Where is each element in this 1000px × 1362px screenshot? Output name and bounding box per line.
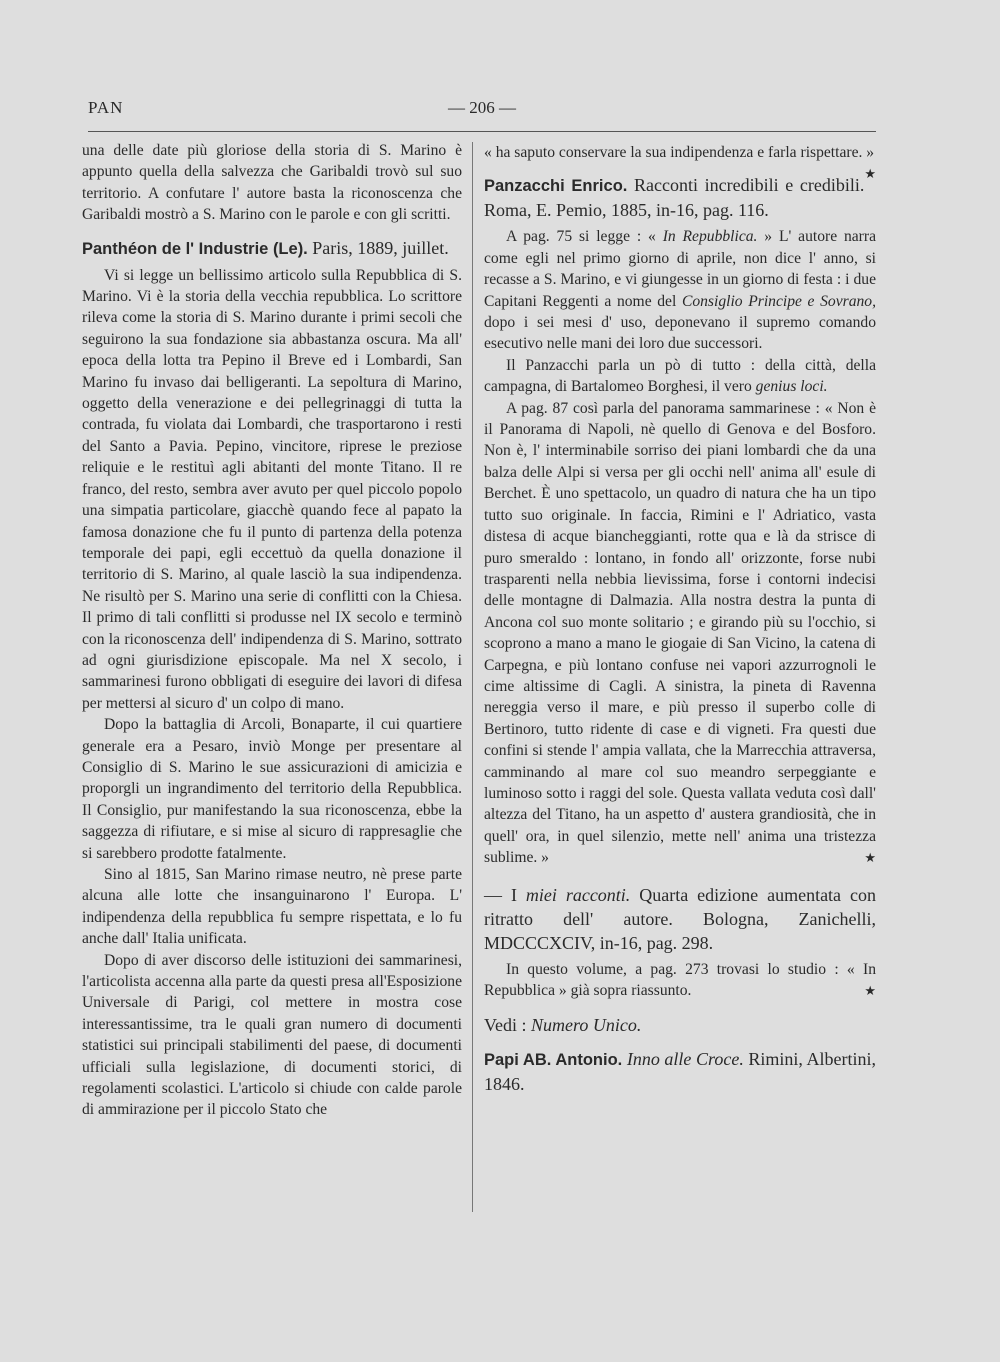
italic-text: miei racconti.	[525, 884, 631, 905]
quote-end: « ha saputo conservare la sua indipendenza e farla rispettare. »	[484, 144, 875, 161]
running-head: PAN	[88, 98, 124, 117]
text: Quarta edizione aumentata con ritratto dell' autore. Bologna, Zanichelli, MDCCCXCIV, in-16, pag. 298.	[484, 884, 876, 953]
text: Vedi :	[484, 1015, 531, 1036]
italic-text: Consiglio Principe e Sovrano,	[681, 292, 876, 310]
entry-title: Papi AB. Antonio.	[484, 1051, 623, 1070]
entry-details: Racconti incredibili e credibili. Roma, E. Pemio, 1885, in-16, pag. 116.	[484, 175, 865, 221]
paragraph: Dopo la battaglia di Arcoli, Bonaparte, il cui quartiere generale era a Pesaro, inviò Monge per presentare al Consiglio di S. Marino le sue assicurazioni di amicizia e proporgli un ingrandimento del territorio della Repubblica. Il Consiglio, pur manifestando la sua riconoscenza, ebbe la saggezza di rifiutare, e si mise al sicuro di rappresaglie che si sarebbero prodotte fatalmente.	[82, 716, 462, 862]
star-mark: ★	[864, 983, 876, 998]
entry-title: Panthéon de l' Industrie (Le).	[82, 239, 308, 258]
entry-details: Paris, 1889, juillet.	[307, 237, 449, 258]
paragraph	[484, 355, 876, 398]
column-divider	[472, 142, 473, 1212]
paragraph	[484, 398, 876, 869]
paragraph: una delle date più gloriose della storia di S. Marino è appunto quella della salvezza che Garibaldi trovò sul suo territorio. A confutare l' autore basta la riconoscenza che Garibaldi mostrò a S. Marino con le parole e con gli scritti.	[82, 142, 462, 224]
right-column	[484, 142, 876, 1100]
paragraph	[484, 226, 876, 354]
paragraph: Vi si legge un bellissimo articolo sulla Repubblica di S. Marino. Vi è la storia della vecchia repubblica. Lo scrittore rileva come la storia di S. Marino durante i primi secoli che seguirono la sua fondazione sia abbastanza oscura. Ma all' epoca della lotta tra Pepino il Breve ed i Lombardi, San Marino fu invaso dai belligeranti. La sepoltura di Marino, oggetto della venerazione e dei pellegrinaggi di tutta la contrada, fu violata dai Lombardi, che trasportarono i resti del Santo a Pavia. Pepino, vincitore, riprese le preziose reliquie e le restituì agli abitanti del monte Titano. Il re franco, del resto, sembra aver avuto per quel piccolo popolo una simpatia particolare, giacchè quando fece al papato la famosa donazione che fu il punto di partenza della potenza temporale dei papi, egli eccettuò da quella donazione il territorio di S. Marino, al quale lasciò la sua indipendenza. Ne risultò per S. Marino una serie di conflitti con la Chiesa. Il primo di tali conflitti si produsse nel IX secolo e terminò con la riconoscenza dell' indipendenza di S. Marino, sottrato ad ogni giurisdizione episcopale. Ma nel X secolo, i sammarinesi furono obbligati di eseguire dei lavori di difesa per mettersi al sicuro d' un colpo di mano.	[82, 266, 462, 712]
italic-text: Numero Unico.	[531, 1015, 642, 1036]
text: » L' autore narra come egli nel primo giorno di aprile, non dice l' anno, si recasse a S. Marino, e vi giungesse in un giorno di festa : i due Capitani Reggenti a nome del	[484, 228, 876, 310]
text: — I	[484, 884, 526, 905]
star-mark: ★	[864, 850, 876, 866]
page-number: — 206 —	[448, 98, 516, 117]
text: A pag. 87 così parla del panorama sammarinese : « Non è il Panorama di Napoli, nè quello di Genova e del Bosforo. Non è, l' interminabile sorriso dei piani lombardi che da una balza delle Alpi si versa per gli occhi nell' anima all' esule di Berchet. È uno spettacolo, un quadro di natura che ha un tipo tutto suo originale. In faccia, Rimini e l' Adriatico, vasta distesa di acque biancheggianti, rotte qua e là da strisce di puro smeraldo : lontano, in fondo all' orizzonte, forse nubi trasparenti nella nebbia lievissima, forse i contorni indecisi delle montagne di Dalmazia. Alla nostra destra la punta di Ancona col suo monte solitario ; e girando più su l'occhio, si scoprono a mano a mano le giogaie di San Vicino, la catena di Carpegna, e più lontano confuse nei vapori azzurrognoli le cime altissime di Cagli. A sinistra, la pineta di Ravenna nereggia verso il mare, e più presso il superbo colle di Bertinoro, tutto ridente di case e di vigneti. Fra questi due confini si stende l' ampia vallata, che la Marrecchia attraversa, camminando al mare col suo meandro serpeggiante e luminoso sotto i raggi del sole. Questa vallata veduta così dall' altezza del Titano, ha un aspetto d' austera grandiosità, che in quell' ora, in quel silenzio, mette nell' anima una tristezza sublime. »	[484, 399, 876, 867]
italic-text: In Repubblica.	[662, 228, 758, 246]
entry-details: Rimini, Albertini, 1846.	[484, 1049, 876, 1095]
italic-text: genius loci.	[755, 378, 828, 396]
text: In questo volume, a pag. 273 trovasi lo studio : « In Repubblica » già sopra riassunto.	[484, 960, 876, 999]
text: Il Panzacchi parla un pò di tutto : della città, della campagna, di Bartalomeo Borghesi, il vero	[484, 356, 876, 396]
paragraph	[484, 959, 876, 1002]
entry-panzacchi	[484, 173, 876, 222]
text: dopo i sei mesi d' uso, deponevano il supremo comando esecutivo nelle mani dei loro due successori.	[484, 314, 876, 353]
left-column	[82, 140, 462, 1121]
entry-papi	[484, 1047, 876, 1096]
star-mark: ★	[864, 166, 876, 182]
text: A pag. 75 si legge : «	[506, 228, 663, 246]
paragraph: Dopo di aver discorso delle istituzioni dei sammarinesi, l'articolista accenna alla parte da questi presa all'Esposizione Universale di Parigi, col mettere in mostra cose interessantissime, tra le quali gran numero di documenti statistici sui principali stabilimenti del paese, di documenti ufficiali sulla legislazione, di documenti storici, di regolamenti scolastici. L'articolo si chiude con calde parole di ammirazione per il piccolo Stato che	[82, 951, 462, 1119]
see-also	[484, 1013, 876, 1037]
entry-title: Panzacchi Enrico.	[484, 177, 628, 196]
paragraph: Sino al 1815, San Marino rimase neutro, nè prese parte alcuna alle lotte che insanguinarono l' Europa. L' indipendenza della repubblica fu sempre rispettata, e lo fu anche dall' Italia unificata.	[82, 866, 462, 948]
entry-miei-racconti	[484, 883, 876, 955]
paragraph	[484, 142, 876, 182]
page-header	[88, 98, 876, 128]
entry-pantheon	[82, 236, 462, 261]
italic-text: Inno alle Croce.	[622, 1049, 744, 1070]
header-rule	[88, 131, 876, 132]
